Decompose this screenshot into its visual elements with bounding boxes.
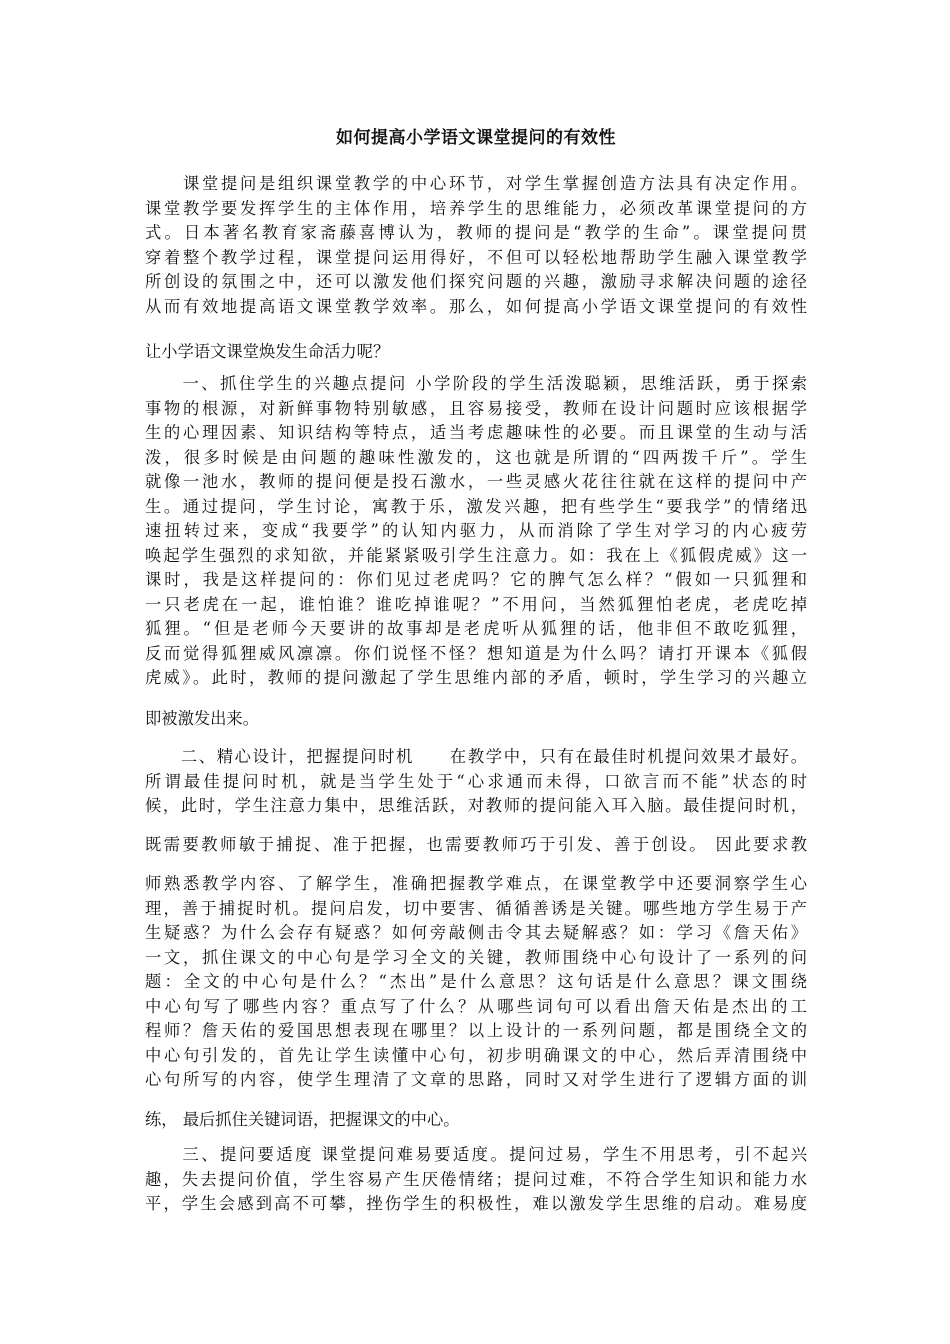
text-line: 就像一池水，教师的提问便是投石激水，一些灵感火花往往就在这样的提问中产 (145, 472, 807, 491)
text-line: 穿着整个教学过程，课堂提问运用得好，不但可以轻松地帮助学生融入课堂教学 (145, 247, 807, 267)
text-line: 即被激发出来。 (145, 709, 259, 728)
text-line: 二、精心设计，把握提问时机 在教学中，只有在最佳时机提问效果才最好。 (145, 747, 807, 766)
text-line: 师熟悉教学内容、了解学生，准确把握教学难点，在课堂教学中还要洞察学生心 (145, 874, 807, 893)
text-line: 生疑惑？为什么会存有疑惑？如何旁敲侧击令其去疑解惑？如：学习《詹天佑》 (145, 923, 807, 942)
text-line: 所创设的氛围之中，还可以激发他们探究问题的兴趣，激励寻求解决问题的途径 (145, 272, 807, 291)
paragraph-intro-end (145, 340, 807, 365)
text-line: 生。通过提问，学生讨论，寓教于乐，激发兴趣，把有些学生“要我学”的情绪迅 (145, 496, 807, 516)
text-line: 课时，我是这样提问的：你们见过老虎吗？它的脾气怎么样？“假如一只狐狸和 (145, 570, 807, 589)
text-line: 平，学生会感到高不可攀，挫伤学生的积极性，难以激发学生思维的启动。难易度 (145, 1194, 807, 1213)
text-line: 速扭转过来，变成“我要学”的认知内驱力，从而消除了学生对学习的内心疲劳 (145, 521, 807, 540)
text-line: 式。日本著名教育家斋藤喜博认为，教师的提问是“教学的生命”。课堂提问贯 (145, 223, 807, 242)
text-line: 唤起学生强烈的求知欲，并能紧紧吸引学生注意力。如：我在上《狐假虎威》这一 (145, 545, 807, 565)
text-line: 所谓最佳提问时机，就是当学生处于“心求通而未得，口欲言而不能”状态的时 (145, 771, 807, 791)
paragraph-section-1 (145, 372, 807, 691)
text-line: 题：全文的中心句是什么？“杰出”是什么意思？这句话是什么意思？课文围绕 (145, 972, 807, 991)
text-line: 既需要教师敏于捕捉、准于把握，也需要教师巧于引发、善于创设。 因此要求教 (145, 835, 807, 854)
text-line: 一只老虎在一起，谁怕谁？谁吃掉谁呢？”不用问，当然狐狸怕老虎，老虎吃掉 (145, 594, 807, 614)
paragraph-section-2-b (145, 833, 807, 858)
text-line: 课堂教学要发挥学生的主体作用，培养学生的思维能力，必须改革课堂提问的方 (145, 198, 807, 218)
text-line: 狐狸。“但是老师今天要讲的故事却是老虎听从狐狸的话，他非但不敢吃狐狸， (145, 619, 807, 638)
document-page (145, 0, 807, 1344)
text-line: 心句所写的内容，使学生理清了文章的思路，同时又对学生进行了逻辑方面的训 (145, 1070, 807, 1089)
paragraph-section-2-c (145, 872, 807, 1093)
text-line: 虎威》。此时，教师的提问激起了学生思维内部的矛盾，顿时，学生学习的兴趣立 (145, 668, 807, 687)
text-line: 事物的根源，对新鲜事物特别敏感，且容易接受，教师在设计问题时应该根据学 (145, 398, 807, 418)
paragraph-section-2 (145, 745, 807, 819)
text-line: 候，此时，学生注意力集中，思维活跃，对教师的提问能入耳入脑。最佳提问时机， (145, 796, 807, 815)
paragraph-section-1-end (145, 707, 807, 732)
text-line: 中心句引发的，首先让学生读懂中心句，初步明确课文的中心，然后弄清围绕中 (145, 1045, 807, 1065)
text-line: 趣，失去提问价值，学生容易产生厌倦情绪；提问过难，不符合学生知识和能力水 (145, 1169, 807, 1189)
text-line: 程师？詹天佑的爱国思想表现在哪里？以上设计的一系列问题，都是围绕全文的 (145, 1021, 807, 1040)
text-line: 生的心理因素、知识结构等特点，适当考虑趣味性的必要。而且课堂的生动与活 (145, 423, 807, 442)
text-line: 一、抓住学生的兴趣点提问 小学阶段的学生活泼聪颖，思维活跃，勇于探索 (145, 374, 807, 393)
text-line: 练， 最后抓住关键词语，把握课文的中心。 (145, 1110, 460, 1129)
text-line: 课堂提问是组织课堂教学的中心环节，对学生掌握创造方法具有决定作用。 (145, 174, 807, 193)
text-line: 反而觉得狐狸威风凛凛。你们说怪不怪？想知道是为什么吗？请打开课本《狐假 (145, 643, 807, 663)
document-title: 如何提高小学语文课堂提问的有效性 (336, 128, 616, 148)
paragraph-intro (145, 172, 807, 319)
paragraph-section-3 (145, 1143, 807, 1217)
text-line: 让小学语文课堂焕发生命活力呢？ (145, 342, 390, 361)
text-line: 一文，抓住课文的中心句是学习全文的关键，教师围绕中心句设计了一系列的问 (145, 947, 807, 967)
text-line: 从而有效地提高语文课堂教学效率。那么，如何提高小学语文课堂提问的有效性 (145, 296, 807, 316)
text-line: 理，善于捕捉时机。提问启发，切中要害、循循善诱是关键。哪些地方学生易于产 (145, 898, 807, 918)
text-line: 中心句写了哪些内容？重点写了什么？从哪些词句可以看出詹天佑是杰出的工 (145, 996, 807, 1016)
text-line: 泼，很多时候是由问题的趣味性激发的，这也就是所谓的“四两拨千斤”。学生 (145, 447, 807, 467)
text-line: 三、提问要适度 课堂提问难易要适度。提问过易，学生不用思考，引不起兴 (145, 1145, 807, 1164)
paragraph-section-2-end (145, 1108, 807, 1133)
